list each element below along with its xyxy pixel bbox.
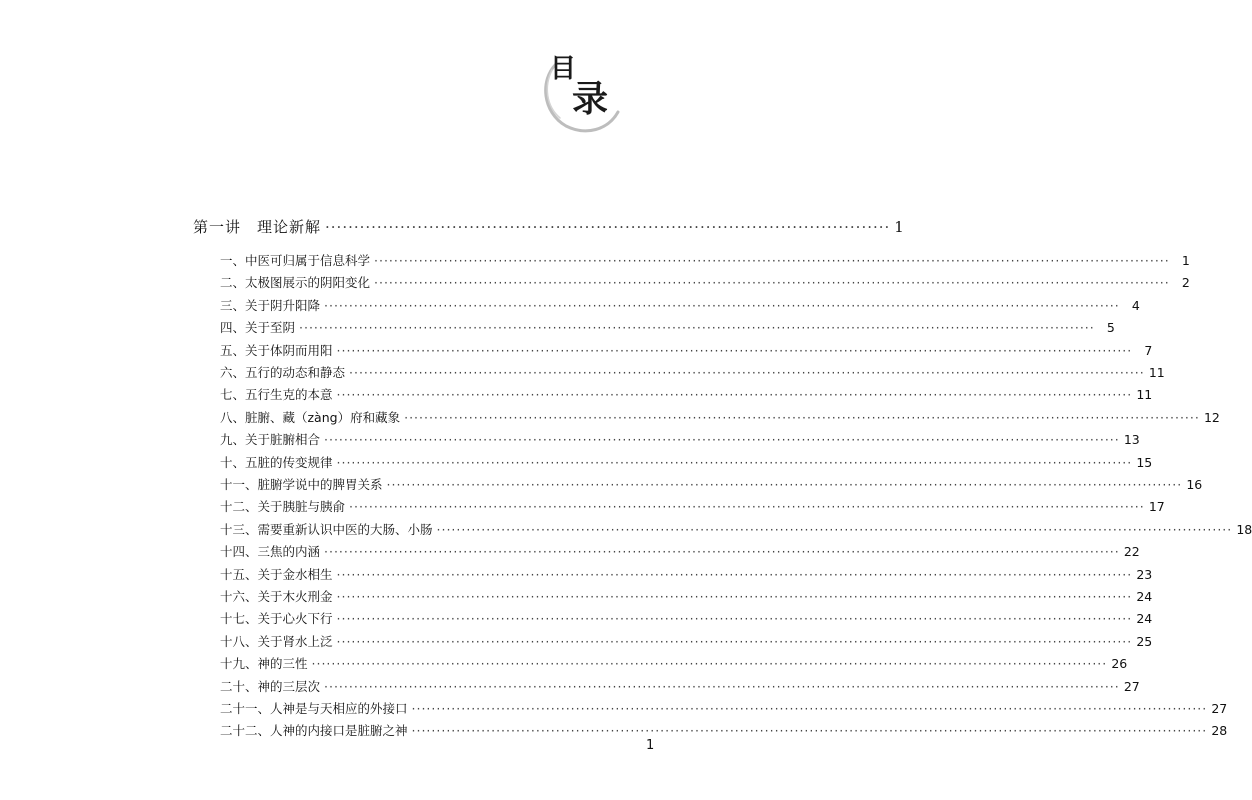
section-title: 九、关于脏腑相合: [220, 432, 321, 448]
heading-char-lu: 录: [572, 79, 609, 120]
chapter-page-number: 1: [894, 218, 904, 236]
section-title: 一、中医可归属于信息科学: [220, 253, 371, 268]
section-page-number: 7: [1144, 342, 1153, 358]
section-page-number: 26: [1111, 656, 1128, 672]
section-title: 二十、神的三层次: [220, 678, 321, 694]
dot-leader: ································································································································································: [336, 387, 1133, 403]
dot-leader: ································································································································································: [411, 701, 1208, 716]
dot-leader: ································································································································································: [411, 723, 1208, 739]
section-title: 三、关于阴升阳降: [220, 297, 321, 313]
section-title: 十七、关于心火下行: [220, 611, 333, 627]
section-title: 十二、关于胰脏与胰俞: [220, 499, 346, 515]
section-page-number: 11: [1136, 387, 1153, 403]
section-page-number: 2: [1181, 275, 1190, 291]
section-page-number: 15: [1136, 454, 1153, 470]
section-page-number: 27: [1211, 701, 1228, 716]
section-page-number: 17: [1148, 499, 1165, 515]
section-page-number: 23: [1136, 566, 1153, 582]
dot-leader: ··································································································: [325, 218, 891, 236]
dot-leader: ································································································································································: [299, 320, 1095, 336]
section-title: 十九、神的三性: [220, 656, 308, 672]
toc-section-entry[interactable]: [220, 385, 1153, 403]
section-page-number: 22: [1123, 544, 1140, 560]
section-page-number: 28: [1211, 723, 1228, 739]
toc-section-entry[interactable]: [220, 475, 1203, 493]
dot-leader: ································································································································································: [336, 589, 1133, 604]
toc-section-entry[interactable]: [220, 497, 1165, 515]
section-title: 十三、需要重新认识中医的大肠、小肠: [220, 521, 433, 537]
section-title: 七、五行生克的本意: [220, 387, 333, 403]
toc-section-entry[interactable]: [220, 542, 1140, 560]
toc-section-entry[interactable]: [220, 341, 1153, 359]
section-title: 二十二、人神的内接口是脏腑之神: [220, 723, 408, 739]
section-page-number: 27: [1123, 678, 1140, 694]
dot-leader: ································································································································································: [324, 297, 1120, 313]
dot-leader: ································································································································································: [349, 499, 1145, 515]
section-page-number: 12: [1203, 409, 1220, 425]
dot-leader: ································································································································································: [311, 656, 1108, 672]
section-page-number: 11: [1148, 365, 1165, 380]
page-number: 1: [646, 738, 655, 753]
section-title: 二十一、人神是与天相应的外接口: [220, 701, 408, 716]
section-page-number: 4: [1131, 297, 1140, 313]
section-title: 十五、关于金水相生: [220, 566, 333, 582]
dot-leader: ································································································································································: [324, 432, 1120, 448]
toc-chapter-entry[interactable]: [193, 216, 904, 237]
dot-leader: ································································································································································: [404, 409, 1200, 425]
toc-section-entry[interactable]: [220, 587, 1153, 605]
dot-leader: ································································································································································: [386, 477, 1183, 492]
dot-leader: ································································································································································: [324, 544, 1120, 560]
section-title: 六、五行的动态和静态: [220, 365, 346, 380]
dot-leader: ································································································································································: [349, 365, 1145, 380]
dot-leader: ································································································································································: [374, 275, 1170, 291]
section-page-number: 24: [1136, 611, 1153, 627]
toc-section-entry[interactable]: [220, 296, 1140, 314]
toc-section-entry[interactable]: [220, 251, 1190, 269]
toc-section-entry[interactable]: [220, 453, 1153, 471]
toc-section-entry[interactable]: [220, 565, 1153, 583]
section-page-number: 25: [1136, 633, 1153, 649]
dot-leader: ································································································································································: [336, 611, 1133, 627]
section-page-number: 5: [1106, 320, 1115, 336]
section-title: 二、太极图展示的阴阳变化: [220, 275, 371, 291]
chapter-title: 第一讲 理论新解: [193, 218, 322, 236]
dot-leader: ································································································································································: [436, 521, 1233, 537]
section-title: 五、关于体阴而用阳: [220, 342, 333, 358]
dot-leader: ································································································································································: [336, 454, 1133, 470]
section-page-number: 24: [1136, 589, 1153, 604]
toc-section-entry[interactable]: [220, 363, 1165, 381]
section-title: 十八、关于肾水上泛: [220, 633, 333, 649]
toc-section-entry[interactable]: [220, 430, 1140, 448]
section-title: 四、关于至阴: [220, 320, 296, 336]
toc-section-entry[interactable]: [220, 318, 1115, 336]
toc-section-entry[interactable]: [220, 408, 1220, 426]
toc-section-entry[interactable]: [220, 273, 1190, 291]
toc-section-entry[interactable]: [220, 632, 1153, 650]
heading-char-mu: 目: [550, 54, 577, 84]
toc-section-entry[interactable]: [220, 654, 1128, 672]
toc-section-entry[interactable]: [220, 609, 1153, 627]
dot-leader: ································································································································································: [324, 678, 1120, 694]
toc-section-entry[interactable]: [220, 520, 1252, 538]
section-page-number: 18: [1236, 521, 1252, 537]
toc-section-entry[interactable]: [220, 699, 1228, 717]
section-title: 十一、脏腑学说中的脾胃关系: [220, 477, 383, 492]
dot-leader: ································································································································································: [336, 342, 1133, 358]
section-title: 八、脏腑、藏（zàng）府和藏象: [220, 409, 401, 425]
toc-section-entry[interactable]: [220, 721, 1228, 739]
toc-section-entry[interactable]: [220, 677, 1140, 695]
section-title: 十四、三焦的内涵: [220, 544, 321, 560]
section-page-number: 1: [1181, 253, 1190, 268]
section-title: 十、五脏的传变规律: [220, 454, 333, 470]
section-title: 十六、关于木火刑金: [220, 589, 333, 604]
section-page-number: 16: [1186, 477, 1203, 492]
toc-heading: [536, 46, 626, 136]
section-page-number: 13: [1123, 432, 1140, 448]
dot-leader: ································································································································································: [336, 566, 1133, 582]
dot-leader: ································································································································································: [336, 633, 1133, 649]
dot-leader: ································································································································································: [374, 253, 1170, 268]
